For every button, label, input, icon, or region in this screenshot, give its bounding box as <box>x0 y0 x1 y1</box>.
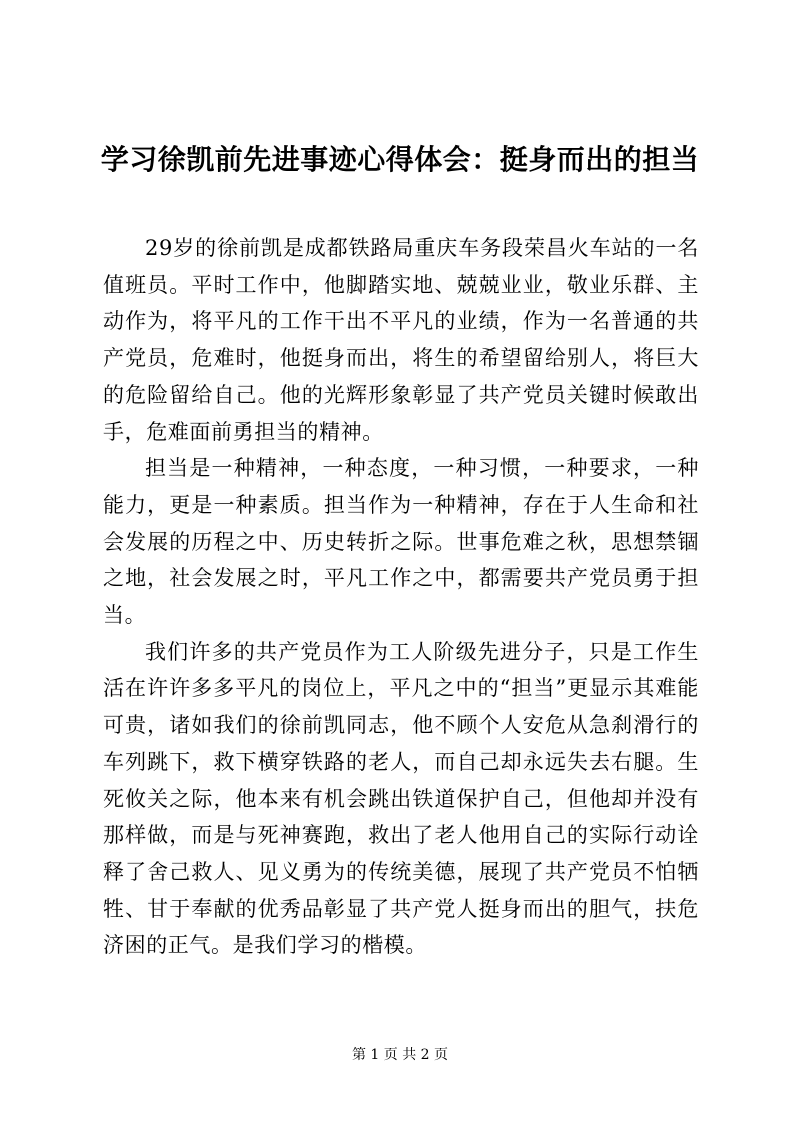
page-footer: 第 1 页 共 2 页 <box>351 1047 449 1063</box>
document-body <box>103 230 699 964</box>
paragraph: 担当是一种精神，一种态度，一种习惯，一种要求，一种能力，更是一种素质。担当作为一种精神，存在于人生命和社会发展的历程之中、历史转折之际。世事危难之秋，思想禁锢之地，社会发展之时，平凡工作之中，都需要共产党员勇于担当。 <box>103 456 699 628</box>
paragraph: 29岁的徐前凯是成都铁路局重庆车务段荣昌火车站的一名值班员。平时工作中，他脚踏实地、兢兢业业，敬业乐群、主动作为，将平凡的工作干出不平凡的业绩，作为一名普通的共产党员，危难时，他挺身而出，将生的希望留给别人，将巨大的危险留给自己。他的光辉形象彰显了共产党员关键时候敢出手，危难面前勇担当的精神。 <box>103 236 699 444</box>
paragraph: 我们许多的共产党员作为工人阶级先进分子，只是工作生活在许许多多平凡的岗位上，平凡之中的“担当”更显示其难能可贵，诸如我们的徐前凯同志，他不顾个人安危从急刹滑行的车列跳下，救下横穿铁路的老人，而自己却永远失去右腿。生死攸关之际，他本来有机会跳出铁道保护自己，但他却并没有那样做，而是与死神赛跑，救出了老人他用自己的实际行动诠释了舍己救人、见义勇为的传统美德，展现了共产党员不怕牺牲、甘于奉献的优秀品彰显了共产党人挺身而出的胆气，扶危济困的正气。是我们学习的楷模。 <box>103 639 699 958</box>
document-title: 学习徐凯前先进事迹心得体会：挺身而出的担当 <box>100 143 700 176</box>
